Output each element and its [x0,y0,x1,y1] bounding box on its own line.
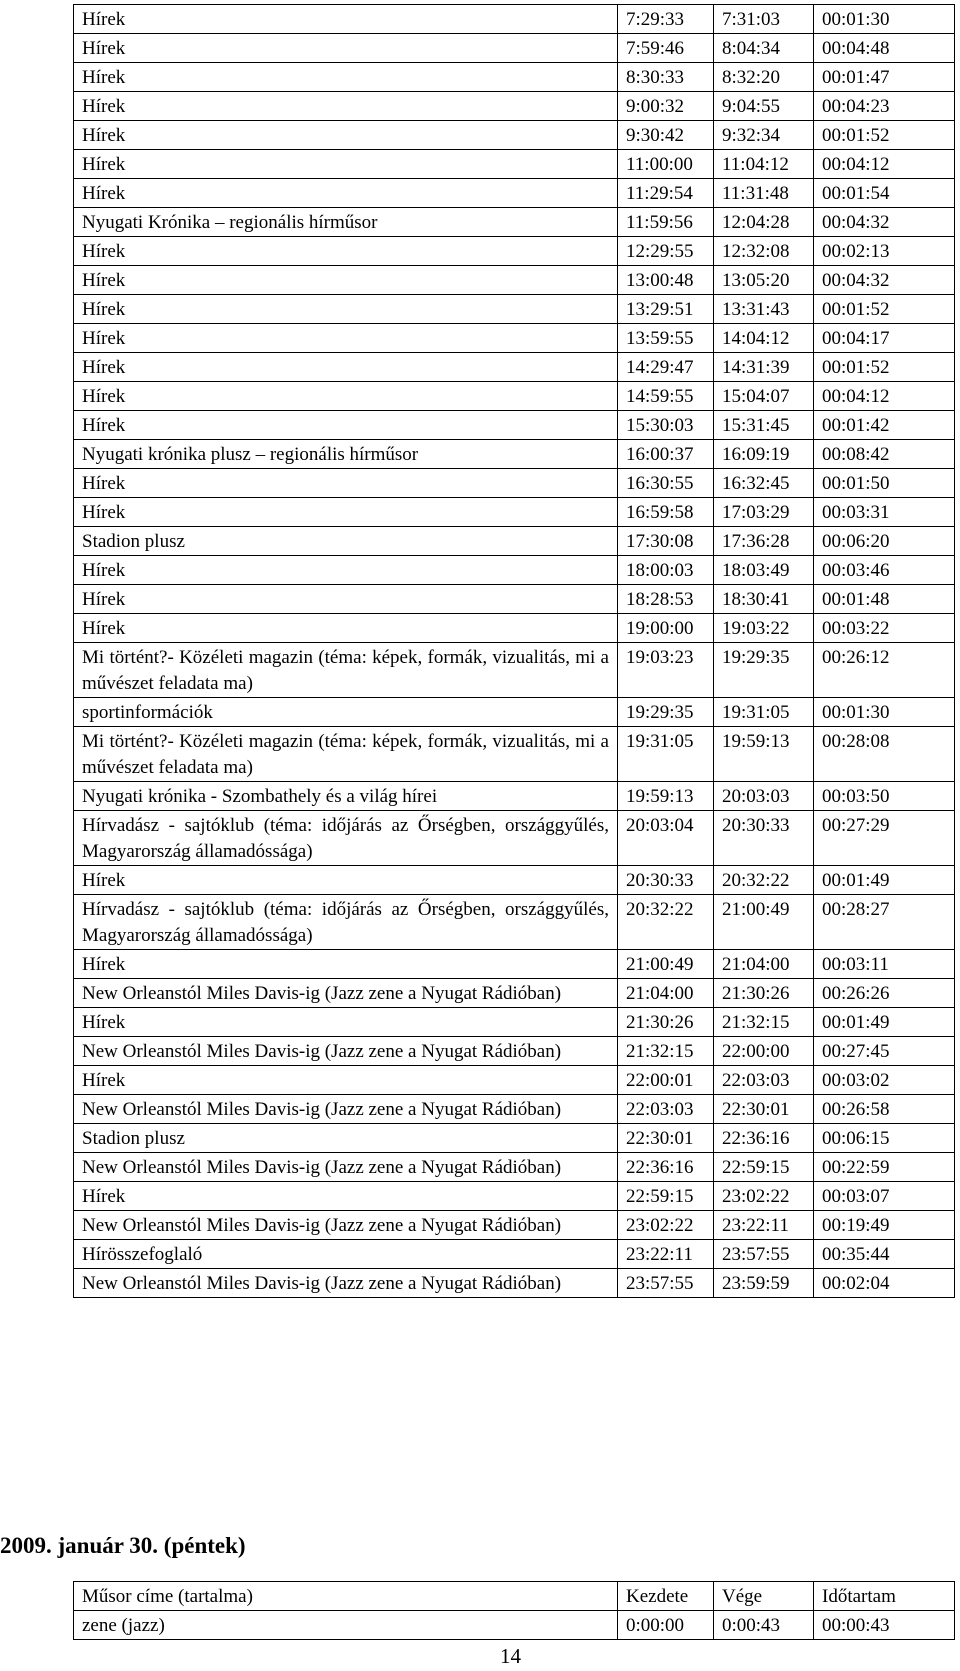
duration-cell: 00:01:49 [814,1008,955,1037]
program-title-cell: New Orleanstól Miles Davis-ig (Jazz zene a Nyugat Rádióban) [74,1095,618,1124]
duration-cell: 00:04:17 [814,324,955,353]
program-title-cell: New Orleanstól Miles Davis-ig (Jazz zene a Nyugat Rádióban) [74,1269,618,1298]
start-time-cell: 14:29:47 [618,353,714,382]
duration-cell: 00:03:22 [814,614,955,643]
start-time-cell: 19:00:00 [618,614,714,643]
program-title-cell: Hírek [74,92,618,121]
start-time-cell: 18:00:03 [618,556,714,585]
duration-cell: 00:27:29 [814,811,955,866]
table-row [74,353,955,382]
duration-cell: 00:03:46 [814,556,955,585]
program-title-cell: Stadion plusz [74,1124,618,1153]
table-row [74,150,955,179]
start-time-cell: 22:59:15 [618,1182,714,1211]
start-time-cell: 19:03:23 [618,643,714,698]
program-title-cell: New Orleanstól Miles Davis-ig (Jazz zene a Nyugat Rádióban) [74,1211,618,1240]
start-time-cell: 0:00:00 [618,1611,714,1640]
program-title-cell: Hírek [74,121,618,150]
end-time-cell: 22:59:15 [714,1153,814,1182]
duration-cell: 00:01:47 [814,63,955,92]
schedule-table [73,4,955,1298]
program-title-cell: Hírek [74,295,618,324]
table-row [74,866,955,895]
program-title-cell: Hírek [74,150,618,179]
end-time-cell: 17:36:28 [714,527,814,556]
table-row [74,556,955,585]
day-table-body [74,1611,955,1640]
start-time-cell: 20:03:04 [618,811,714,866]
end-time-cell: 23:59:59 [714,1269,814,1298]
table-row [74,1066,955,1095]
table-row [74,782,955,811]
program-title-cell: Hírek [74,469,618,498]
start-time-cell: 23:02:22 [618,1211,714,1240]
start-time-cell: 13:59:55 [618,324,714,353]
start-time-cell: 14:59:55 [618,382,714,411]
table-row [74,1240,955,1269]
duration-cell: 00:08:42 [814,440,955,469]
end-time-cell: 11:31:48 [714,179,814,208]
table-row [74,979,955,1008]
table-row [74,950,955,979]
program-title-cell: Hírek [74,585,618,614]
end-time-cell: 23:57:55 [714,1240,814,1269]
table-row [74,1269,955,1298]
duration-cell: 00:01:52 [814,121,955,150]
end-time-cell: 8:04:34 [714,34,814,63]
table-row [74,179,955,208]
header-end: Vége [714,1582,814,1611]
start-time-cell: 19:29:35 [618,698,714,727]
table-row [74,895,955,950]
program-title-cell: Hírek [74,382,618,411]
end-time-cell: 0:00:43 [714,1611,814,1640]
duration-cell: 00:01:30 [814,698,955,727]
duration-cell: 00:04:12 [814,382,955,411]
duration-cell: 00:00:43 [814,1611,955,1640]
start-time-cell: 21:30:26 [618,1008,714,1037]
duration-cell: 00:19:49 [814,1211,955,1240]
program-title-cell: Stadion plusz [74,527,618,556]
end-time-cell: 15:31:45 [714,411,814,440]
duration-cell: 00:26:58 [814,1095,955,1124]
duration-cell: 00:03:50 [814,782,955,811]
end-time-cell: 23:22:11 [714,1211,814,1240]
end-time-cell: 21:32:15 [714,1008,814,1037]
program-title-cell: Mi történt?- Közéleti magazin (téma: képek, formák, vizualitás, mi a művészet feladata ma) [74,727,618,782]
duration-cell: 00:04:12 [814,150,955,179]
end-time-cell: 14:31:39 [714,353,814,382]
table-row [74,1611,955,1640]
start-time-cell: 22:30:01 [618,1124,714,1153]
duration-cell: 00:04:48 [814,34,955,63]
start-time-cell: 9:30:42 [618,121,714,150]
end-time-cell: 16:32:45 [714,469,814,498]
end-time-cell: 20:03:03 [714,782,814,811]
start-time-cell: 16:30:55 [618,469,714,498]
end-time-cell: 9:04:55 [714,92,814,121]
duration-cell: 00:01:50 [814,469,955,498]
duration-cell: 00:02:04 [814,1269,955,1298]
start-time-cell: 7:29:33 [618,5,714,34]
program-title-cell: Hírek [74,1182,618,1211]
end-time-cell: 13:31:43 [714,295,814,324]
program-title-cell: Nyugati krónika plusz – regionális hírműsor [74,440,618,469]
program-title-cell: Hírösszefoglaló [74,1240,618,1269]
table-row [74,1037,955,1066]
start-time-cell: 8:30:33 [618,63,714,92]
start-time-cell: 13:00:48 [618,266,714,295]
end-time-cell: 22:03:03 [714,1066,814,1095]
end-time-cell: 13:05:20 [714,266,814,295]
end-time-cell: 19:59:13 [714,727,814,782]
program-title-cell: Hírek [74,498,618,527]
table-row [74,92,955,121]
table-row [74,121,955,150]
end-time-cell: 16:09:19 [714,440,814,469]
end-time-cell: 18:30:41 [714,585,814,614]
duration-cell: 00:01:30 [814,5,955,34]
table-row [74,382,955,411]
table-row [74,643,955,698]
table-row [74,1182,955,1211]
start-time-cell: 9:00:32 [618,92,714,121]
duration-cell: 00:04:23 [814,92,955,121]
program-title-cell: Hírek [74,353,618,382]
end-time-cell: 22:00:00 [714,1037,814,1066]
program-title-cell: Mi történt?- Közéleti magazin (téma: képek, formák, vizualitás, mi a művészet feladata ma) [74,643,618,698]
end-time-cell: 8:32:20 [714,63,814,92]
duration-cell: 00:26:12 [814,643,955,698]
duration-cell: 00:03:07 [814,1182,955,1211]
end-time-cell: 20:30:33 [714,811,814,866]
end-time-cell: 19:03:22 [714,614,814,643]
start-time-cell: 15:30:03 [618,411,714,440]
end-time-cell: 22:30:01 [714,1095,814,1124]
start-time-cell: 21:00:49 [618,950,714,979]
program-title-cell: Nyugati Krónika – regionális hírműsor [74,208,618,237]
table-row [74,811,955,866]
table-row [74,237,955,266]
program-title-cell: Nyugati krónika - Szombathely és a világ hírei [74,782,618,811]
table-row [74,527,955,556]
table-row [74,411,955,440]
program-title-cell: Hírek [74,614,618,643]
start-time-cell: 21:32:15 [618,1037,714,1066]
duration-cell: 00:02:13 [814,237,955,266]
start-time-cell: 21:04:00 [618,979,714,1008]
program-title-cell: Hírek [74,5,618,34]
program-title-cell: Hírek [74,179,618,208]
start-time-cell: 22:03:03 [618,1095,714,1124]
duration-cell: 00:06:20 [814,527,955,556]
duration-cell: 00:04:32 [814,208,955,237]
end-time-cell: 19:29:35 [714,643,814,698]
start-time-cell: 22:36:16 [618,1153,714,1182]
program-title-cell: Hírek [74,556,618,585]
end-time-cell: 21:00:49 [714,895,814,950]
end-time-cell: 19:31:05 [714,698,814,727]
table-row [74,1095,955,1124]
program-title-cell: Hírek [74,1066,618,1095]
program-title-cell: Hírek [74,34,618,63]
end-time-cell: 22:36:16 [714,1124,814,1153]
duration-cell: 00:03:02 [814,1066,955,1095]
day-schedule-table [73,1581,955,1640]
header-program-title: Műsor címe (tartalma) [74,1582,618,1611]
table-row [74,585,955,614]
end-time-cell: 15:04:07 [714,382,814,411]
end-time-cell: 12:32:08 [714,237,814,266]
table-row [74,324,955,353]
duration-cell: 00:01:54 [814,179,955,208]
start-time-cell: 11:59:56 [618,208,714,237]
duration-cell: 00:01:49 [814,866,955,895]
table-header-row [74,1582,955,1611]
program-title-cell: Hírvadász - sajtóklub (téma: időjárás az Őrségben, országgyűlés, Magyarország államadóssága) [74,895,618,950]
duration-cell: 00:28:27 [814,895,955,950]
end-time-cell: 9:32:34 [714,121,814,150]
start-time-cell: 11:29:54 [618,179,714,208]
duration-cell: 00:27:45 [814,1037,955,1066]
table-row [74,727,955,782]
program-title-cell: Hírek [74,324,618,353]
end-time-cell: 17:03:29 [714,498,814,527]
end-time-cell: 11:04:12 [714,150,814,179]
table-row [74,5,955,34]
table-row [74,34,955,63]
start-time-cell: 18:28:53 [618,585,714,614]
header-duration: Időtartam [814,1582,955,1611]
table-row [74,1153,955,1182]
table-row [74,498,955,527]
start-time-cell: 19:59:13 [618,782,714,811]
duration-cell: 00:22:59 [814,1153,955,1182]
start-time-cell: 20:30:33 [618,866,714,895]
table-row [74,614,955,643]
table-row [74,63,955,92]
program-title-cell: New Orleanstól Miles Davis-ig (Jazz zene a Nyugat Rádióban) [74,1153,618,1182]
duration-cell: 00:01:42 [814,411,955,440]
program-title-cell: Hírek [74,266,618,295]
table-row [74,208,955,237]
start-time-cell: 20:32:22 [618,895,714,950]
program-title-cell: Hírvadász - sajtóklub (téma: időjárás az Őrségben, országgyűlés, Magyarország államadóssága) [74,811,618,866]
duration-cell: 00:01:52 [814,295,955,324]
duration-cell: 00:01:48 [814,585,955,614]
start-time-cell: 7:59:46 [618,34,714,63]
start-time-cell: 19:31:05 [618,727,714,782]
schedule-table-body [74,5,955,1298]
table-row [74,698,955,727]
program-title-cell: zene (jazz) [74,1611,618,1640]
table-row [74,1008,955,1037]
start-time-cell: 17:30:08 [618,527,714,556]
end-time-cell: 21:04:00 [714,950,814,979]
program-title-cell: Hírek [74,1008,618,1037]
program-title-cell: Hírek [74,411,618,440]
end-time-cell: 14:04:12 [714,324,814,353]
end-time-cell: 18:03:49 [714,556,814,585]
duration-cell: 00:04:32 [814,266,955,295]
duration-cell: 00:01:52 [814,353,955,382]
start-time-cell: 16:59:58 [618,498,714,527]
duration-cell: 00:26:26 [814,979,955,1008]
duration-cell: 00:35:44 [814,1240,955,1269]
header-start: Kezdete [618,1582,714,1611]
day-heading: 2009. január 30. (péntek) [0,1533,246,1558]
program-title-cell: Hírek [74,866,618,895]
start-time-cell: 11:00:00 [618,150,714,179]
table-row [74,1124,955,1153]
duration-cell: 00:06:15 [814,1124,955,1153]
program-title-cell: sportinformációk [74,698,618,727]
duration-cell: 00:28:08 [814,727,955,782]
start-time-cell: 12:29:55 [618,237,714,266]
table-row [74,440,955,469]
program-title-cell: New Orleanstól Miles Davis-ig (Jazz zene a Nyugat Rádióban) [74,1037,618,1066]
end-time-cell: 23:02:22 [714,1182,814,1211]
start-time-cell: 23:57:55 [618,1269,714,1298]
duration-cell: 00:03:11 [814,950,955,979]
table-row [74,469,955,498]
table-row [74,1211,955,1240]
end-time-cell: 12:04:28 [714,208,814,237]
end-time-cell: 7:31:03 [714,5,814,34]
program-title-cell: Hírek [74,950,618,979]
program-title-cell: New Orleanstól Miles Davis-ig (Jazz zene a Nyugat Rádióban) [74,979,618,1008]
start-time-cell: 22:00:01 [618,1066,714,1095]
duration-cell: 00:03:31 [814,498,955,527]
end-time-cell: 20:32:22 [714,866,814,895]
program-title-cell: Hírek [74,63,618,92]
page-number: 14 [500,1644,521,1668]
program-title-cell: Hírek [74,237,618,266]
table-row [74,266,955,295]
start-time-cell: 16:00:37 [618,440,714,469]
table-row [74,295,955,324]
start-time-cell: 13:29:51 [618,295,714,324]
start-time-cell: 23:22:11 [618,1240,714,1269]
end-time-cell: 21:30:26 [714,979,814,1008]
